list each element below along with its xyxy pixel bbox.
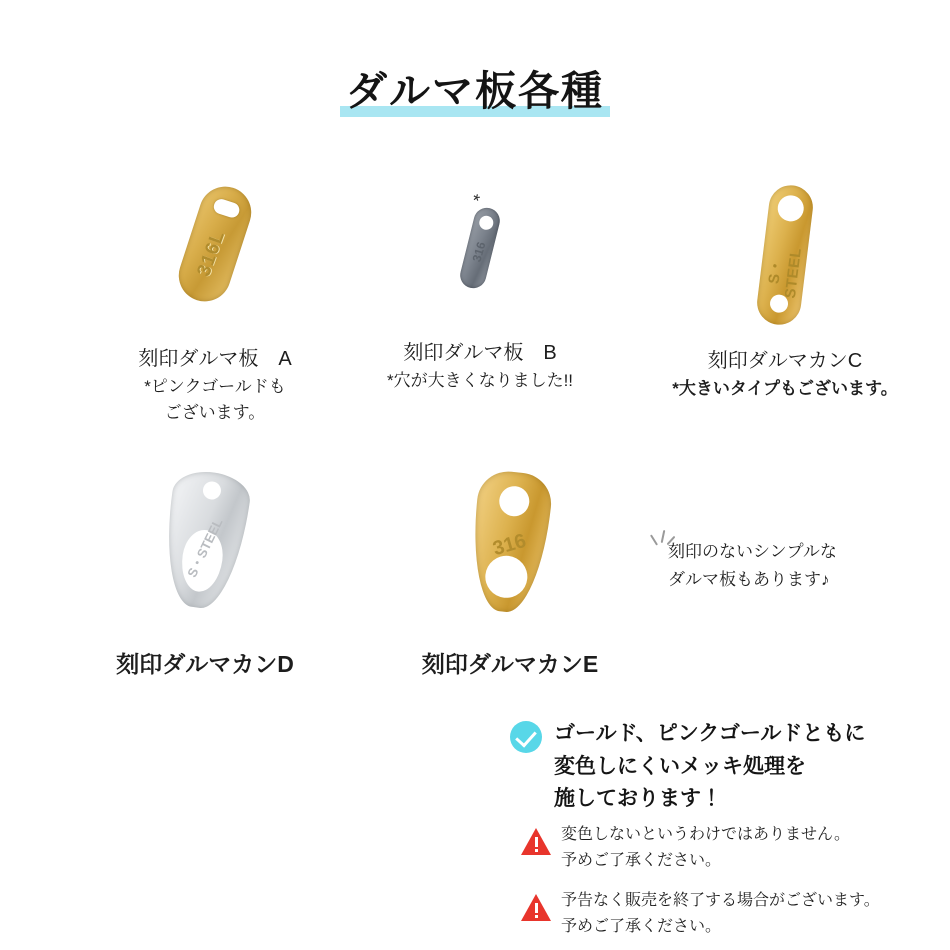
- product-stamp-c: S・STEEL: [765, 246, 805, 300]
- warning-note-1-line-2: 予めご了承ください。: [561, 851, 722, 869]
- tag-hole-top-icon: [776, 194, 805, 223]
- product-sub-c-1: *大きいタイプもございます。: [672, 379, 898, 398]
- product-stamp-d: S・STEEL: [184, 516, 226, 580]
- product-caption-a: 刻印ダルマ板 A: [138, 348, 292, 370]
- simple-plate-note-line-2: ダルマ板もあります♪: [668, 570, 830, 590]
- product-stamp-e: 316: [490, 529, 529, 561]
- plating-note-line-1: ゴールド、ピンクゴールドともに: [554, 722, 866, 745]
- warning-note-1: [521, 822, 850, 873]
- asterisk-marker-icon: *: [470, 190, 482, 212]
- warning-triangle-icon: [521, 894, 551, 921]
- product-stamp-a: 316L: [193, 227, 230, 280]
- warning-note-2-text: [561, 888, 880, 939]
- product-caption-c: 刻印ダルマカンC: [707, 350, 863, 372]
- product-caption-d: 刻印ダルマカンD: [116, 651, 294, 677]
- plating-note-line-3: 施しております！: [554, 787, 722, 811]
- tag-hole-icon: [212, 197, 241, 219]
- plating-note-line-2: 変色しにくいメッキ処理を: [554, 754, 806, 778]
- product-sub-b-1: *穴が大きくなりました!!: [386, 371, 574, 390]
- product-image-a: [172, 180, 258, 308]
- page-title-container: [0, 58, 950, 119]
- page-title: ダルマ板各種: [340, 58, 610, 119]
- check-circle-icon: [510, 721, 542, 753]
- product-image-e: [466, 469, 554, 616]
- plating-note: [510, 718, 865, 816]
- product-stamp-b: 316: [469, 240, 489, 264]
- tag-hole-top-icon: [202, 480, 222, 500]
- tag-hole-icon: [478, 214, 495, 231]
- simple-plate-note-line-1: 刻印のないシンプルな: [668, 542, 837, 561]
- warning-note-1-line-1: 変色しないというわけではありません。: [561, 826, 850, 843]
- product-card-a: [85, 185, 345, 425]
- warning-triangle-icon: [521, 828, 551, 855]
- simple-plate-note: [668, 538, 837, 594]
- product-image-b: [457, 190, 502, 291]
- warning-note-1-text: [561, 822, 850, 873]
- product-image-d: [157, 467, 253, 613]
- warning-note-2: [521, 888, 880, 939]
- plating-note-text: [554, 718, 865, 816]
- product-card-d: [55, 472, 355, 681]
- product-image-c: [755, 183, 816, 327]
- product-sub-a-1: *ピンクゴールドも: [144, 377, 286, 396]
- product-card-b: [365, 185, 595, 394]
- warning-note-2-line-2: 予めご了承ください。: [561, 917, 722, 935]
- product-card-e: [360, 472, 660, 681]
- product-sub-a-2: ございます。: [164, 402, 266, 422]
- product-caption-b: 刻印ダルマ板 B: [403, 342, 557, 364]
- warning-note-2-line-1: 予告なく販売を終了する場合がございます。: [561, 892, 880, 909]
- tag-hole-top-icon: [498, 485, 531, 518]
- product-card-c: [640, 185, 930, 402]
- product-caption-e: 刻印ダルマカンE: [421, 651, 599, 677]
